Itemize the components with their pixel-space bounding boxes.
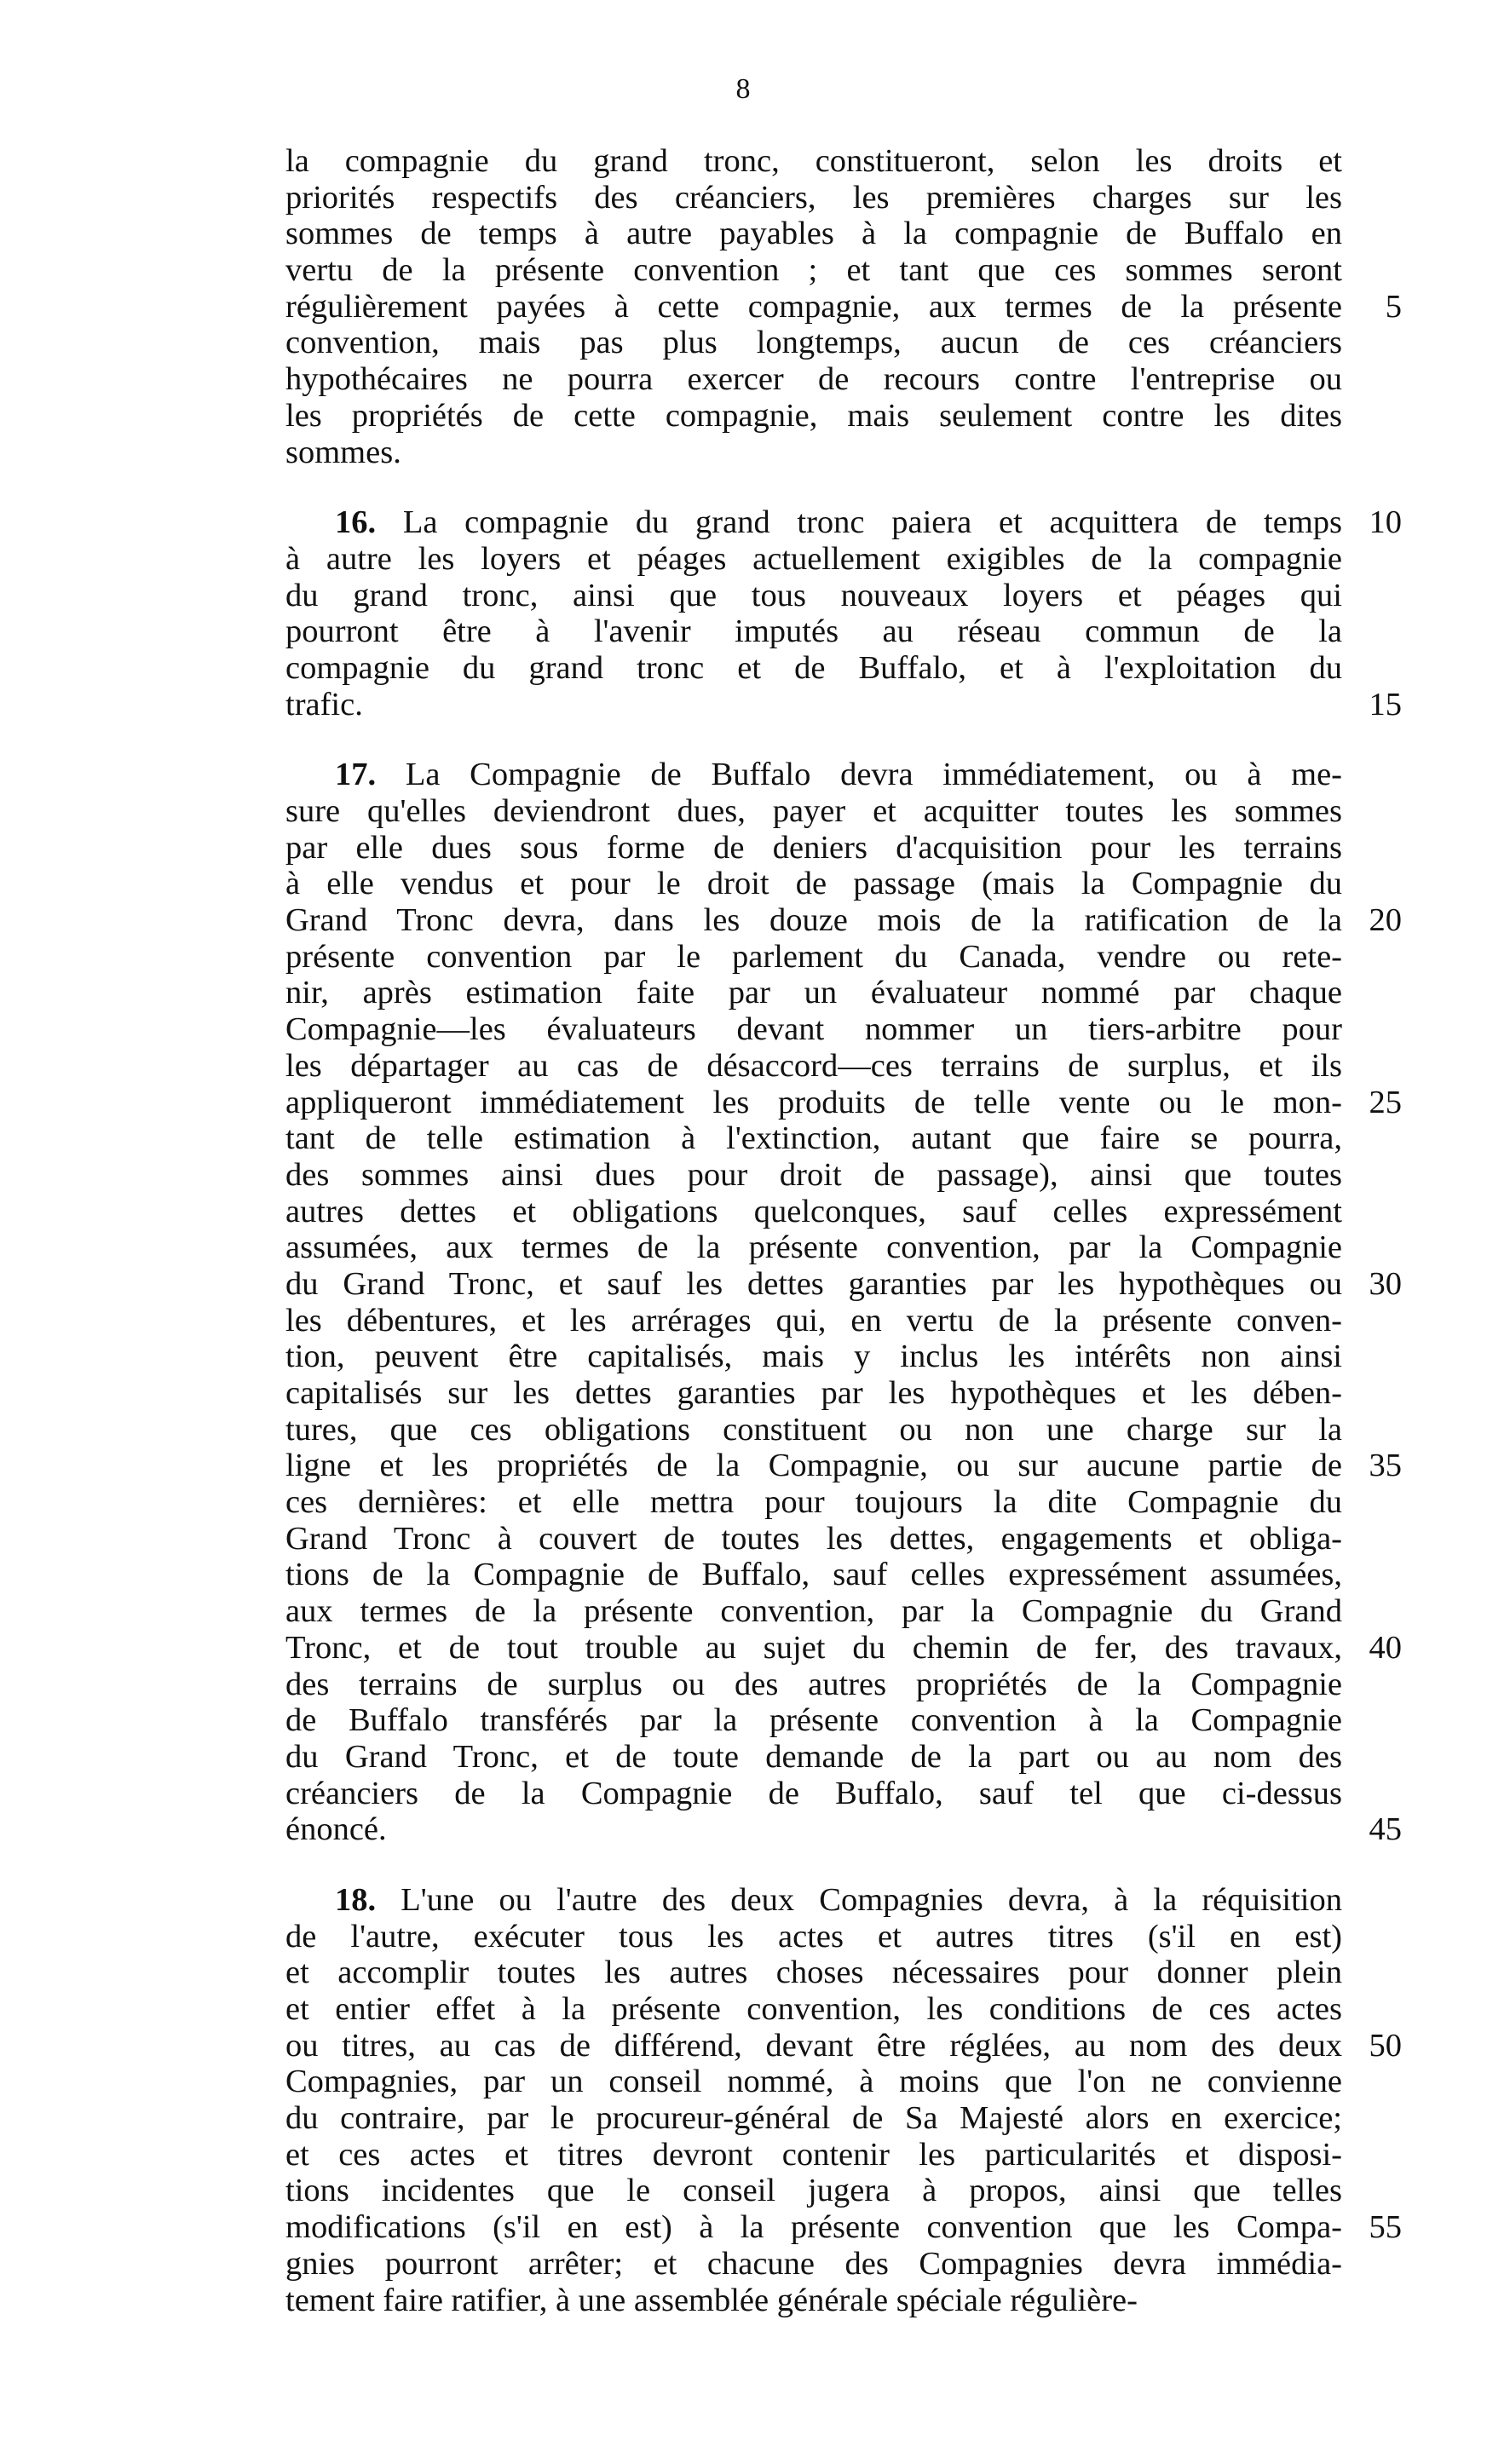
line-content: et ces actes et titres devront contenir les particularités et disposi- [285, 2136, 1342, 2173]
line-content: priorités respectifs des créanciers, les premières charges sur les [285, 179, 1342, 216]
line-content: sure qu'elles deviendront dues, payer et acquitter toutes les sommes [285, 793, 1342, 829]
text-line [285, 975, 1342, 1011]
line-content: du contraire, par le procureur-général de Sa Majesté alors en exercice; [285, 2100, 1342, 2137]
line-number-marker: 20 [1369, 902, 1402, 939]
text-line [285, 1157, 1342, 1194]
line-text [285, 504, 1342, 541]
line-content: des terrains de surplus ou des autres propriétés de la Compagnie [285, 1666, 1342, 1702]
line-content: tion, peuvent être capitalisés, mais y inclus les intérêts non ainsi [285, 1339, 1342, 1375]
line-content: appliqueront immédiatement les produits de telle vente ou le mon- [285, 1084, 1342, 1120]
text-line [285, 1084, 1402, 1121]
line-content: capitalisés sur les dettes garanties par les hypothèques et les dében- [285, 1375, 1342, 1411]
line-content: trafic. [285, 686, 363, 723]
line-content: Compagnies, par un conseil nommé, à moins que l'on ne convienne [285, 2064, 1342, 2100]
line-content: par elle dues sous forme de deniers d'acquisition pour les terrains [285, 829, 1342, 866]
text-line [285, 1048, 1342, 1085]
line-number-marker: 5 [1385, 288, 1402, 325]
line-content: convention, mais pas plus longtemps, aucun de ces créanciers [285, 325, 1342, 361]
text-line [285, 288, 1402, 325]
line-content: hypothécaires ne pourra exercer de recours contre l'entreprise ou [285, 361, 1342, 398]
line-content: présente convention par le parlement du Canada, vendre ou rete- [285, 938, 1342, 975]
line-content: Grand Tronc devra, dans les douze mois de la ratification de la [285, 902, 1342, 939]
paragraph-gap [285, 723, 1342, 757]
text-line [285, 2137, 1342, 2173]
text-line [285, 398, 1342, 435]
line-content: les propriétés de cette compagnie, mais seulement contre les dites [285, 397, 1342, 434]
line-content: aux termes de la présente convention, par la Compagnie du Grand [285, 1593, 1342, 1630]
text-line [285, 2246, 1342, 2283]
line-content: tant de telle estimation à l'extinction, autant que faire se pourra, [285, 1120, 1342, 1157]
text-line [285, 1739, 1342, 1776]
line-content: du grand tronc, ainsi que tous nouveaux loyers et péages qui [285, 577, 1342, 613]
text-line [285, 1593, 1342, 1630]
text-line [285, 1194, 1342, 1230]
text-line [285, 1448, 1402, 1484]
text-line [285, 1339, 1342, 1375]
line-content: à autre les loyers et péages actuellement exigibles de la compagnie [285, 540, 1342, 577]
text-line [285, 830, 1342, 866]
paragraph-gap [285, 470, 1342, 504]
text-line [285, 216, 1342, 252]
text-line [285, 939, 1342, 976]
line-content: gnies pourront arrêter; et chacune des Compagnies devra immédia- [285, 2245, 1342, 2282]
line-content: les départager au cas de désaccord—ces terrains de surplus, et ils [285, 1047, 1342, 1084]
section-number: 17. [335, 757, 377, 793]
text-line [285, 2100, 1342, 2137]
line-content: tions incidentes que le conseil jugera à propos, ainsi que telles [285, 2173, 1342, 2209]
text-line [285, 1955, 1342, 1991]
article-16 [285, 504, 1402, 723]
text-line [285, 2027, 1402, 2064]
line-content: Compagnie—les évaluateurs devant nommer un tiers-arbitre pour [285, 1011, 1342, 1048]
line-number-marker: 50 [1369, 2027, 1402, 2064]
line-number-marker: 10 [1369, 504, 1402, 541]
line-content: du Grand Tronc, et de toute demande de la part ou au nom des [285, 1738, 1342, 1775]
line-content: Grand Tronc à couvert de toutes les dettes, engagements et obliga- [285, 1520, 1342, 1557]
line-content: tions de la Compagnie de Buffalo, sauf celles expressément assumées, [285, 1557, 1342, 1593]
text-line [285, 1265, 1402, 1303]
text-line [285, 686, 1402, 723]
text-line [285, 1120, 1342, 1157]
line-content: créanciers de la Compagnie de Buffalo, sauf tel que ci-dessus [285, 1775, 1342, 1811]
text-line [285, 578, 1342, 614]
line-content: sommes de temps à autre payables à la compagnie de Buffalo en [285, 216, 1342, 252]
article-17 [285, 757, 1402, 1848]
line-content: régulièrement payées à cette compagnie, aux termes de la présente [285, 288, 1342, 325]
line-content: et accomplir toutes les autres choses nécessaires pour donner plein [285, 1955, 1342, 1991]
line-text [285, 1882, 1342, 1919]
text-line [285, 1702, 1342, 1739]
line-content: modifications (s'il en est) à la présente convention que les Compa- [285, 2209, 1342, 2246]
line-content: de l'autre, exécuter tous les actes et autres titres (s'il en est) [285, 1918, 1342, 1955]
text-line [285, 757, 1342, 793]
line-content: du Grand Tronc, et sauf les dettes garanties par les hypothèques ou [285, 1265, 1342, 1302]
text-line [285, 650, 1342, 687]
text-line [285, 1011, 1342, 1048]
text-line [285, 1919, 1342, 1955]
text-line [285, 143, 1342, 180]
text-line [285, 1484, 1342, 1521]
line-number-marker: 30 [1369, 1265, 1402, 1302]
line-content: autres dettes et obligations quelconques, sauf celles expressément [285, 1193, 1342, 1229]
text-line [285, 2064, 1342, 2100]
line-content: tement faire ratifier, à une assemblée générale spéciale régulière- [285, 2282, 1138, 2318]
line-number-marker: 45 [1369, 1811, 1402, 1848]
line-content: et entier effet à la présente convention, les conditions de ces actes [285, 1991, 1342, 2027]
paragraph-continuation [285, 143, 1402, 470]
section-number: 18. [335, 1881, 377, 1918]
line-content: nir, après estimation faite par un évaluateur nommé par chaque [285, 975, 1342, 1011]
text-line [285, 1776, 1342, 1812]
line-content: sommes. [285, 434, 401, 470]
text-line [285, 435, 1342, 471]
line-content: ces dernières: et elle mettra pour toujours la dite Compagnie du [285, 1484, 1342, 1521]
document-body [285, 143, 1402, 2318]
text-line [285, 902, 1402, 939]
line-content: des sommes ainsi dues pour droit de passage), ainsi que toutes [285, 1156, 1342, 1193]
text-line [285, 325, 1342, 361]
text-line [285, 180, 1342, 216]
line-content: La compagnie du grand tronc paiera et acquittera de temps [402, 504, 1342, 541]
text-line [285, 2173, 1342, 2209]
line-content: vertu de la présente convention ; et tant que ces sommes seront [285, 252, 1342, 289]
line-number-marker: 55 [1369, 2209, 1402, 2246]
line-content: pourront être à l'avenir imputés au réseau commun de la [285, 613, 1342, 650]
line-content: assumées, aux termes de la présente convention, par la Compagnie [285, 1229, 1342, 1266]
text-line [285, 866, 1342, 902]
line-content: de Buffalo transférés par la présente convention à la Compagnie [285, 1702, 1342, 1739]
text-line [285, 2283, 1342, 2319]
text-line [285, 1521, 1342, 1557]
line-content: L'une ou l'autre des deux Compagnies devra, à la réquisition [401, 1881, 1342, 1918]
text-line [285, 1303, 1342, 1339]
page-number: 8 [735, 73, 752, 105]
line-content: ou titres, au cas de différend, devant être réglées, au nom des deux [285, 2027, 1342, 2064]
line-number-marker: 35 [1369, 1448, 1402, 1484]
text-line [285, 1375, 1342, 1412]
text-line [285, 541, 1342, 578]
text-line [285, 793, 1342, 830]
text-line [285, 2209, 1402, 2246]
line-content: compagnie du grand tronc et de Buffalo, et à l'exploitation du [285, 649, 1342, 686]
text-line [285, 252, 1342, 289]
text-line [285, 1991, 1342, 2028]
line-content: Tronc, et de tout trouble au sujet du chemin de fer, des travaux, [285, 1629, 1342, 1666]
line-number-marker: 15 [1369, 686, 1402, 723]
text-line [285, 504, 1402, 541]
text-line [285, 1882, 1342, 1919]
text-line [285, 1412, 1342, 1448]
text-line [285, 1811, 1402, 1848]
line-content: à elle vendus et pour le droit de passage (mais la Compagnie du [285, 866, 1342, 902]
text-line [285, 361, 1342, 398]
text-line [285, 613, 1342, 650]
paragraph-gap [285, 1848, 1342, 1882]
text-line [285, 1667, 1342, 1703]
line-content: ligne et les propriétés de la Compagnie, ou sur aucune partie de [285, 1448, 1342, 1484]
article-18 [285, 1881, 1402, 2318]
text-line [285, 1557, 1342, 1593]
line-content: tures, que ces obligations constituent ou non une charge sur la [285, 1411, 1342, 1448]
text-line [285, 1229, 1342, 1266]
line-content: la compagnie du grand tronc, constitueront, selon les droits et [285, 143, 1342, 179]
line-content: La Compagnie de Buffalo devra immédiatement, ou à me- [405, 757, 1342, 793]
line-number-marker: 25 [1369, 1084, 1402, 1120]
line-content: les débentures, et les arrérages qui, en vertu de la présente conven- [285, 1302, 1342, 1339]
line-text [285, 757, 1342, 793]
line-number-marker: 40 [1369, 1629, 1402, 1666]
text-line [285, 1629, 1402, 1667]
section-number: 16. [335, 504, 377, 541]
line-content: énoncé. [285, 1811, 387, 1848]
